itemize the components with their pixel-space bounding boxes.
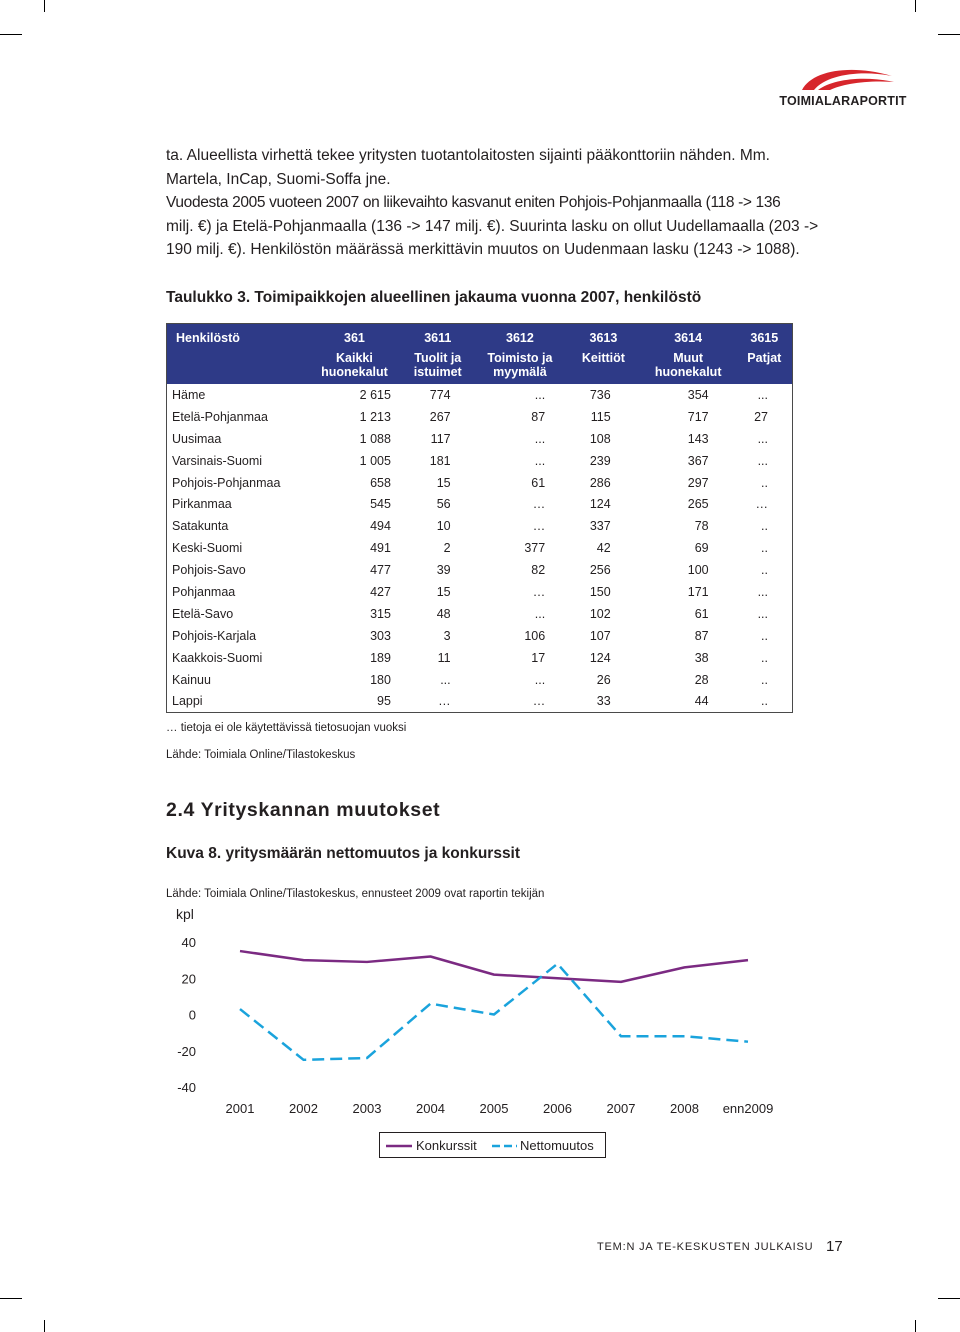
table-col-code: 3614	[640, 324, 737, 352]
table-cell: 1 213	[359, 409, 391, 424]
table-cell: 108	[589, 431, 611, 446]
table-col-label-line: Keittiöt	[581, 351, 625, 365]
table-col-code: 3615	[737, 324, 793, 352]
paragraph-line: 190 milj. €). Henkilöstön määrässä merkittävin muutos on Uudenmaan lasku (1243 -> 1088).	[166, 241, 800, 259]
table-cell: 117	[430, 431, 451, 446]
table-col-label-line: istuimet	[413, 365, 462, 379]
x-tick-label: 2007	[606, 1101, 636, 1116]
table-cell: 61	[694, 606, 709, 621]
table-cell-region: Pohjois-Karjala	[172, 628, 257, 643]
y-tick-label: 20	[181, 971, 196, 987]
table-cell-region: Varsinais-Suomi	[172, 453, 263, 468]
table-cell: 44	[694, 694, 709, 709]
figure-caption-text: yritysmäärän nettomuutos ja konkurssit	[221, 845, 521, 862]
table-cell-region: Pirkanmaa	[172, 497, 232, 512]
table-cell: 494	[370, 519, 391, 534]
table-cell: 189	[370, 650, 391, 665]
table-cell: …	[532, 497, 546, 512]
table-cell: 124	[589, 650, 611, 665]
x-tick-label: 2002	[289, 1101, 318, 1116]
y-tick-label: 0	[188, 1007, 196, 1023]
table-cell: 171	[687, 584, 709, 599]
table-cell: ...	[534, 606, 546, 621]
table-cell: 87	[531, 409, 546, 424]
figure-source: Lähde: Toimiala Online/Tilastokeskus, ennusteet 2009 ovat raportin tekijän	[166, 888, 545, 900]
table-col-label-line: Patjat	[747, 351, 782, 365]
chart-legend	[379, 1132, 606, 1158]
page-number: 17	[826, 1238, 843, 1255]
table-cell: ...	[440, 672, 451, 687]
table-cell: 42	[596, 541, 611, 556]
table-cell-region: Etelä-Pohjanmaa	[172, 409, 268, 424]
table-col-label-line: Tuolit ja	[414, 351, 462, 365]
table-cell: 774	[429, 387, 451, 402]
table-cell-region: Keski-Suomi	[172, 541, 243, 556]
table-cell-region: Häme	[172, 387, 206, 402]
table-cell-region: Kaakkois-Suomi	[172, 650, 263, 665]
table-cell: 286	[589, 475, 611, 490]
table-cell: 143	[687, 431, 709, 446]
table-cell: 303	[370, 628, 391, 643]
table-cell: 367	[687, 453, 709, 468]
table-cell: 26	[596, 672, 611, 687]
table-cell: ...	[757, 606, 768, 621]
table-cell: 427	[370, 584, 391, 599]
table-col-code: 3611	[403, 324, 473, 352]
table-col-label-line: Kaikki	[336, 351, 373, 365]
table-cell: 181	[429, 453, 451, 468]
table-cell: 102	[589, 606, 611, 621]
legend-label-konkurssit: Konkurssit	[416, 1138, 477, 1153]
table-cell: 10	[436, 519, 451, 534]
table-cell: ...	[757, 584, 768, 599]
table-cell: ...	[757, 431, 768, 446]
table-cell: ..	[761, 694, 768, 709]
table-cell: 658	[370, 475, 391, 490]
table-cell: 2	[443, 541, 451, 556]
footer-publisher: TEM:N JA TE-KESKUSTEN JULKAISU	[597, 1241, 814, 1253]
paragraph-line: ta. Alueellista virhettä tekee yritysten tuotantolaitosten sijainti pääkonttoriin nähden. Mm.	[166, 147, 770, 164]
table-cell: 15	[436, 475, 451, 490]
y-tick-label: 40	[181, 935, 196, 950]
table-cell: ...	[534, 431, 546, 446]
table-cell: 256	[589, 563, 611, 578]
logo-text: TOIMIALARAPORTIT	[779, 94, 907, 108]
table-caption-text: Toimipaikkojen alueellinen jakauma vuonna 2007, henkilöstö	[250, 289, 702, 306]
x-tick-label: 2008	[670, 1101, 699, 1116]
table-col-code: 361	[306, 324, 403, 352]
table-cell-region: Kainuu	[172, 672, 211, 687]
table-cell: 150	[589, 584, 611, 599]
y-axis-label: kpl	[176, 906, 194, 922]
table-cell-region: Lappi	[172, 694, 203, 709]
table-col-code: 3613	[567, 324, 639, 352]
table-cell: 87	[694, 628, 709, 643]
table-cell: ..	[761, 650, 768, 665]
table-col-label-line: myymälä	[493, 365, 547, 379]
table-cell: …	[532, 519, 546, 534]
table-cell: 107	[589, 628, 611, 643]
table-cell: 95	[377, 694, 391, 709]
table-cell: 33	[596, 694, 611, 709]
table-cell: 491	[370, 541, 391, 556]
x-tick-label: 2001	[225, 1101, 255, 1116]
table-col-label-line: huonekalut	[654, 365, 722, 379]
table-cell: ..	[761, 541, 768, 556]
table-cell: 38	[694, 650, 709, 665]
table-cell: 239	[589, 453, 611, 468]
x-tick-label: 2003	[352, 1101, 382, 1116]
table-cell: 477	[370, 563, 391, 578]
table-cell-region: Pohjois-Pohjanmaa	[172, 475, 281, 490]
table-cell: 297	[687, 475, 709, 490]
table-cell: ..	[761, 563, 768, 578]
paragraph-line: milj. €) ja Etelä-Pohjanmaalla (136 -> 147 milj. €). Suurinta lasku on ollut Uudellamaalla (203 ->	[166, 217, 819, 235]
table-cell: 545	[370, 497, 391, 512]
table-cell: 17	[531, 650, 546, 665]
table-cell: ...	[757, 453, 768, 468]
table-cell: 2 615	[359, 387, 391, 402]
table-cell: ..	[761, 628, 768, 643]
table-cell: ...	[534, 453, 546, 468]
table-cell: …	[532, 584, 546, 599]
table-cell: 1 005	[359, 453, 391, 468]
paragraph-line: Martela, InCap, Suomi-Soffa jne.	[166, 170, 391, 188]
table-col-label-line: huonekalut	[321, 365, 388, 379]
table-cell: 106	[524, 628, 546, 643]
table-cell: 56	[436, 497, 451, 512]
y-tick-label: -20	[177, 1043, 196, 1059]
table-cell: 115	[590, 409, 611, 424]
table-cell: 124	[589, 497, 611, 512]
legend-label-nettomuutos: Nettomuutos	[520, 1138, 594, 1153]
x-tick-label: 2005	[479, 1101, 509, 1116]
table-cell: ...	[534, 672, 546, 687]
table-cell: 377	[524, 541, 546, 556]
table-cell: 15	[436, 584, 451, 599]
series-line-konkurssit	[240, 951, 748, 982]
table-cell: 717	[687, 409, 709, 424]
table-cell-region: Pohjois-Savo	[172, 563, 246, 578]
table-col-code: 3612	[473, 324, 568, 352]
table-cell: ..	[761, 519, 768, 534]
table-cell: 48	[436, 606, 451, 621]
section-heading: 2.4 Yrityskannan muutokset	[166, 799, 441, 821]
table-source: Lähde: Toimiala Online/Tilastokeskus	[166, 749, 356, 761]
table-cell: 1 088	[359, 431, 391, 446]
table-cell: 61	[531, 475, 546, 490]
y-tick-label: -40	[177, 1080, 196, 1095]
table-cell-region: Pohjanmaa	[172, 584, 236, 599]
table-cell: 28	[694, 672, 709, 687]
table-col-label-line: Muut	[673, 351, 704, 365]
table-cell: 180	[370, 672, 391, 687]
table-cell: 736	[589, 387, 611, 402]
table-cell: 82	[531, 563, 546, 578]
figure-caption-label: Kuva 8.	[166, 845, 222, 862]
x-tick-label: 2004	[416, 1101, 445, 1116]
table-cell: 3	[443, 628, 451, 643]
x-tick-label: 2006	[543, 1101, 572, 1116]
table-cell: ...	[757, 387, 768, 402]
table-cell: 69	[694, 541, 709, 556]
table-cell: 78	[694, 519, 709, 534]
table-cell-region: Satakunta	[172, 519, 229, 534]
table-header-label: Henkilöstö	[167, 324, 307, 352]
table-cell: 267	[429, 409, 451, 424]
table-caption-label: Taulukko 3.	[166, 289, 251, 306]
table-cell: 39	[436, 563, 451, 578]
table-col-label-line: Toimisto ja	[487, 351, 553, 365]
table-cell: 27	[754, 409, 768, 424]
table-cell: 315	[370, 606, 391, 621]
table-cell: ...	[534, 387, 546, 402]
table-cell: 265	[687, 497, 709, 512]
table-cell-region: Etelä-Savo	[172, 606, 234, 621]
x-tick-label: enn2009	[722, 1101, 774, 1116]
paragraph-line: Vuodesta 2005 vuoteen 2007 on liikevaihto kasvanut eniten Pohjois-Pohjanmaalla (118 -> 136	[166, 194, 781, 212]
table-cell: …	[532, 694, 546, 709]
table-cell: …	[438, 694, 451, 709]
table-cell: ..	[761, 475, 768, 490]
table-cell: 354	[687, 387, 709, 402]
table-cell: 11	[437, 650, 451, 665]
table-cell: ..	[761, 672, 768, 687]
table-cell: 337	[589, 519, 611, 534]
series-line-nettomuutos	[240, 964, 748, 1060]
table-cell-region: Uusimaa	[172, 431, 222, 446]
table-note: … tietoja ei ole käytettävissä tietosuojan vuoksi	[166, 722, 407, 734]
table-cell: …	[755, 497, 768, 512]
table-cell: 100	[687, 563, 709, 578]
